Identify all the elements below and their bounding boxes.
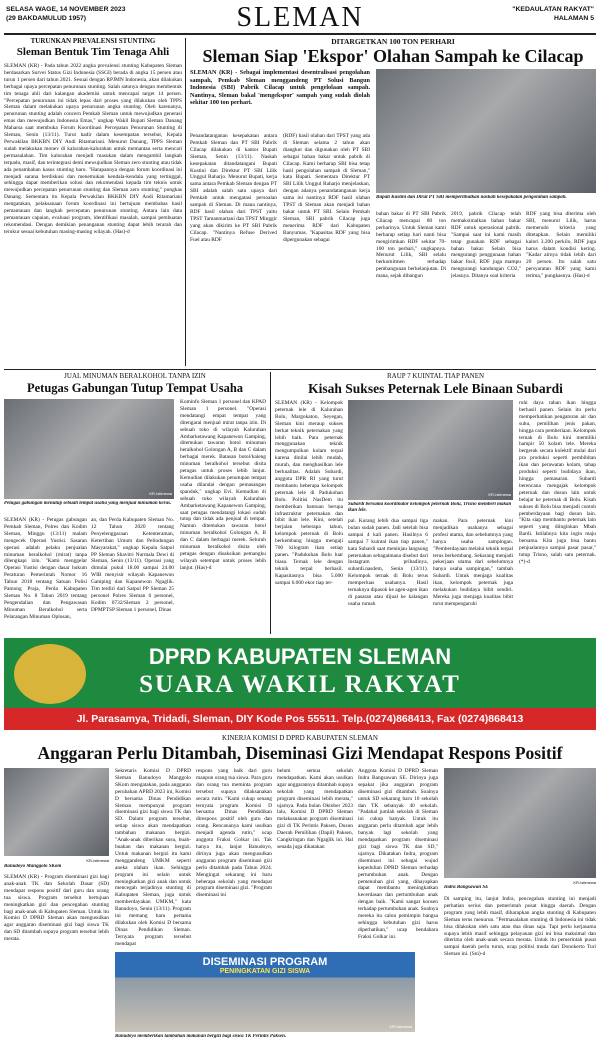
photo-credit: KR-Istimewa (149, 491, 172, 496)
section-rule (4, 369, 596, 370)
article-col: SLEMAN (KR) - Petugas gabungan Pemkab Sleman, Polres dan Kodim Sleman, Minggu (13/11) malam mengecek Operasi Yustisi. Sasaran operasi adalah pelaku penjualan minuman beralkohol (mirat) tanpa dilengkapi izin. "Kami menggelar Operasi Yustisi dengan dasar hukum Peraturan Pemerintah Nomor 16 Tahun 2018 tentang Satuan Polisi Pamong Praja, Perda Kabupaten Sleman No. 8 Tahun 2019 tentang Pengendalian dan Pengawasan Minuman Beralkohol serta Pelarangan Minuman Oplosan, (4, 517, 87, 620)
article-lead: SLEMAN (KR) - Sebagai implementasi desentralisasi pengolahan sampah, Pemkab Sleman menggandeng PT Solusi Bangun Indonesia (SBI) Pabrik Cilacap untuk pengelolaan sampah. Nantinya, Sleman bakal 'mengekspor' sampah yang sudah diolah sekitar 100 ton perhari. (190, 69, 370, 107)
article-col: (RDF) hasil olahan dari TPST yang ada di Sleman selama 2 tahun akan diangkut dan digunakan oleh PT SBI sebagai bahan bakar untuk pabrik di Cilacap. Kami berharap SBI bisa tetap hasil pengolahan sampah di Sleman," kata Bupati. Sementara Direktur PT SBI Lilik Unggul Raharjo menjelaskan, dengan adanya penandatanganan kerja sama ini nantinya RDF hasil olahan TPST di Sleman akan menjadi bahan bakar untuk PT SBI. Selain Pemkab Sleman, SBI pabrik Cilacap juga menerima RDF dari Kabupaten Banyumas. "Kapasitas RDF yang bisa dipergunakan sebagai (283, 133, 370, 243)
photo-banner-title: DISEMINASI PROGRAM (202, 956, 328, 968)
photo-credit: KR-Istimewa (389, 1024, 412, 1029)
article-lele (275, 372, 596, 634)
banner-line1: DPRD KABUPATEN SLEMAN (148, 644, 452, 669)
article-kicker: JUAL MINUMAN BERALKOHOL TANPA IZIN (64, 372, 206, 380)
article-kicker: DITARGETKAN 100 TON PERHARI (331, 37, 455, 46)
photo-fish-farm (348, 400, 513, 500)
article-col: an, dan Perda Kabupaten Sleman No. 12 Tahun 2020 tentang Penyelenggaraan Ketenteraman, Ketertiban Umum dan Pelindungan Masyarakat," ungkap Kepala Satpol PP Sleman Shavitri Nurmala Dewi di Sleman, Senin (13/11). Operasi yang dimulai pukul 18.00 sampai 24.00 WIB menyisir wilayah Kapanewon Gamping dan Kapanewon Ngaglik. Tim terdiri dari Satpol PP Sleman 25 personel Polres Sleman 6 personel, Kodim 0732/Sleman 2 personel, DPMPTSP Sleman 1 personel, Dinas (91, 517, 174, 613)
photo-indra (444, 768, 596, 878)
photo-caption: Indra Bangsawan SE (444, 885, 489, 890)
banner-address: Jl. Parasamya, Tridadi, Sleman, DIY Kode Pos 55511. Telp.(0274)868413, Fax (0274)868413 (76, 713, 524, 725)
article-headline: Sleman Bentuk Tim Tenaga Ahli (16, 46, 170, 58)
article-kicker: KINERJA KOMISI D DPRD KABUPATEN SLEMAN (222, 734, 378, 742)
dprd-banner (4, 638, 596, 730)
article-body: SLEMAN (KR) - Pada tahun 2022 angka prevalensi stunting Kabupaten Sleman berdasarkan Survei Status Gizi Indonesia (SSGI) berada di angka 15 persen atau turun 1 persen dari tahun 2021. Sesuai dengan RPJMN Indonesia, akan dilakukan berbagai upaya percepatan penurunan stunting. Salah satunya dengan membentuk tim tenaga ahli dari kalangan akademisi untuk mencapai target 14 persen. "Percepatan penurunan ini tidak lepas dari proses yang dilakukan oleh TPPS Sleman dalam melakukan upaya penurunan angka stunting. Oleh karenanya, penurunan stunting adalah concern Pemkab Sleman untuk mewujudkan generasi emas dan mewujudkan Indonesia Emas," ungkap Wakil Bupati Sleman Danang Maharsa saat membuka Forum Koordinasi Percepatan Penurunan Stunting di Sleman, Senin (13/11). Turut hadir dalam kesempatan tersebut, Kepala Perwakilan BKKBN DIY Andi Ritamariani. Menurut Danang, TPPS Sleman sudah melakukan monev di kalurahan-kalurahan untuk memantau serta mencari permasalahan. Tim kalurahan menjadi masukan dalam mengambil langkah terpadu, masif, dan terintegrasi demi mewujudkan Sleman zero stunting atau tidak ada penambahan kasus stunting baru. "Harapannya dengan forum koordinasi ini menjadi sarana berdiskusi dan menemukan kendala-kendala yang tertinggal, sehingga dapat memberikan solusi dan rekomendasi kepada tim teknis untuk mewujudkan percepatan penurunan stunting dan Sleman zero stunting," pungkas Danang. Sementara itu Kepala Perwakilan BKKBN DIY Andi Ritamariani mengatakan, pelaksanaan forum koordinasi ini bertujuan membahas hasil pemantauan dan langkah percepatan penurunan stunting. Antara lain data pemantauan capaian, evaluasi program, identifikasi masalah, sampai pembuatan rekomendasi. Dengan demikian penanganan stunting dapat lebih terarah dan terukur sesuai kebutuhan masing-masing wilayah. (Has)-d (4, 63, 182, 235)
article-sampah (190, 37, 596, 367)
article-col: 2019, pabrik Cilacap telah memaksimalkan bahan bakar RDF untuk operasional pabrik. "Sampai saat ini kami masih tetap gunakan RDF sebagai bahan bakar. Selain bisa mengurangi penggunaan bahan bakar fosil, RDF juga mampu mengurangi kandungan CO2," jelasnya. Ditanya soal kriteria (451, 211, 521, 280)
article-col: Di samping itu, lanjut Indra, pencegahan stunting ini menjadi perhatian serius dan pemerintah pusat hingga daerah. Dengan program yang lebih masif, diharapkan angka stunting di Kabupaten Sleman terus menurun. "Permasalahan stunting di Indonesia ini tidak bisa dilakukan oleh satu atau dua dinas saja. Tapi perlu kerjasama supaya lebih masif sehingga pelayanan gizi ini bisa maksimal dan diterima oleh anak-anak secara merata. Untuk itu pemerintah pusat sampai daerah perlu turun, ucap politisi muda dari Donokerto Turi Sleman ini. (Sni)-d (444, 896, 596, 958)
photo-credit: KR-Istimewa (573, 880, 596, 885)
article-col: SLEMAN (KR) - Kelompok peternak lele di Kalurahan Bolu, Margokaton, Seyegan, Sleman kini meraup sukses berkat teknik peternakan yang lebih baik. Para peternak menggunakan teknik mengumpulkan kolam terpal karena dinilai lebih mudah, murah, dan menghasilkan lele berkualitas. Adalah Subardi, anggota DPR RI yang turut membantu beberapa kelompok peternak lele di Padukuhan Bolu. Politisi NasDem itu memberikan bantuan berupa infrastruktur peternakan dan bibit ikan lele. Kini, setelah berjalan beberapa tahun, kelompok peternak di Bolu berkembang hingga mengaji 700 kilogram ikan setiap panen. "Padukuhan Bolu luar biasa. Ternak lele dengan teknik terpal berhasil. Kapasitasnya bisa 5.000 sampai 6.000 ekor tiap ter- (275, 400, 343, 586)
rubric-name: "KEDAULATAN RAKYAT" (512, 6, 594, 13)
article-col: ruhi daya tahan ikan hingga berhasil panen. Selain itu perlu memperhatikan pengaturan air dan suhu, pemilihan jenis pakan, hingga cara pemberiaan. Kelompok ternak di Bolu kini memiliki hampir 50 kolam lele. Mereka bergerak secara kolektif mulai dari pra produksi seperti pembibitan ikan dan perawatan kolam, tahap produksi seperti budidaya ikan, hingga pemasaran. Subardi berencana mengajak kelompok peternak dan dusun lain untuk belajar ke peternak di Bolu. Kisah sukses di Bolu bisa menjadi contoh pemberdayaan bagi dusun lain. "Kita siap membantu peternak lain seperti yang diinginkan Mbah Bardi. Istilahnya kita ingin maju bersama. Kita juga bisa bantu penjualannya sampai pasar pasar," tutup Trisno, salah satu peternak. (*)-d (519, 400, 596, 565)
photo-caption: Bupati Kustini dan Dirut PT SBI memperlihatkan naskah kesepakatan pengolahan sampah. (376, 195, 567, 200)
banner-address-bar (4, 708, 596, 730)
article-col: bahan bakar di PT SBI Pabrik Cilacap mencapai 80 ton perharinya. Untuk Sleman kami berharap setiap hari nanti bisa mengirimkan RDF sekitar 70-100 ton perhari," ungkapnya. Menurut Lilik, SBI selalu berkomitmen terhadap pembangunan berkelanjutan. Di mana, sejak dibangun (376, 211, 446, 280)
hijri-date: (29 BAKDAMULUD 1957) (6, 15, 87, 22)
article-headline: Anggaran Perlu Ditambah, Diseminasi Gizi Mendapat Respons Positif (37, 743, 563, 763)
article-miras (4, 372, 266, 634)
photo-signing (376, 69, 596, 193)
article-col: pal. Kurang lebih dua sampai tiga bulan sudah panen. Jadi setelah bisa sampai 4 kali panen. Hasilnya 6 sampai 7 kuintal ikan tiap panen," kata Subardi saat meninjau langsung peternakan sebagaimana disebut dari Instagram pribadinya, subardi.nasdem, Senin (13/11). Kelompok ternak di Bolu terus memperluas usahanya. Hasil ternaknya dipasok ke agen-agen ikan di pasaran atau dijual ke kalangan usaha rumah (348, 518, 428, 607)
article-col: Sekretaris Komisi D DPRD Sleman Banudoyo Manggolo SKom mengatakan, pada anggaran perubahan APBD 2023 ini, Komisi D bersama Dinas Pendidikan Sleman mempunyai program diseminasi gizi bagi siswa TK dan SD. Dalam program tersebut, setiap siswa akan mendapatkan tambahan makanan bergizi. "Anak-anak diberikan susu, buah-buahan dan makanan bergizi. Untuk makanan bergizi itu kami menggandeng UMKM seperti aneka olahan ikan. Sehingga program ini selain untuk meningkatkan gizi anak dan untuk mencegah terjadinya stunting di Kabupaten Sleman, juga untuk memberdayakan UMKM," kata Banudoyo, Senin (13/11). Program ini memang baru pertama dilakukan oleh Komisi D bersama Dinas Pendidikan Sleman. Ternyata program tersebut mendapat (115, 768, 191, 947)
article-col: Kominfo Sleman 1 personel dan KPAD Sleman 1 personel. "Operasi mendatangi empat tempat yang ditengarai menjual mirat tanpa izin. Di sebuah toko di wilayah Kalurahan Ambarketawang Kapanewon Gamping, ditemukan tawaran botol minuman beralkohol Golongan A, B dan C dalam berbagai merek. Batasan botol/kaleng minuman beralkohol tersebut disita petugas untuk proses lebih lanjut. Kemudian dilakukan penutupan tempat usaha dilandai dengan pemasangan spanduk," ungkap Evi. Kemudian di sebuah toko wilayah Kalurahan Ambarketawang Kapanewon Gamping, saat petugas mendatangi lokasi sudah tutup dan tidak ada penjual di tempat. Namun ditemukan tawaran botol minuman beralkohol Golongan A, B dan C dalam berbagai merek. Seluruh minuman beralkohol disita oleh petugas dengan disaksikan pemangku wilayah setempat untuk proses lebih lanjut. (Has)-d (180, 399, 266, 571)
photo-caption: Banudoyo Manggolo SKom (4, 864, 62, 869)
article-kicker: TURUNKAN PREVALENSI STUNTING (30, 37, 156, 45)
article-col: respons yang baik dari guru maupun orang tua siswa. Para guru dan orang tua meminta program tersebut supaya dilaksanakan secara rutin. "Kami cukup senang ternyata program Komisi D bersama Dinas Pendidikan direspons positif oleh guru dan orang. Rencananya kami usulkan menjadi agenda rutin," ucap anggota Fraksi Golkar ini. Tak hanya itu, lanjut Banudoyo, dirinya juga akan mengusulkan anggaran program diseminasi gizi perlu ditambah pada Tahun 2024. Mengingat sekarang ini baru beberapa sekolah yang mendapat program diseminasi gizi. "Program diseminasi ini (196, 768, 272, 899)
article-headline: Petugas Gabungan Tutup Tempat Usaha (26, 381, 244, 395)
article-col: belum semua sekolah mendapatkan. Kami akan usulkan agar anggarannya ditambah supaya sekolah yang mendapatkan program diseminasi lebih merata," ujarnya. Pada bulan Oktober 2023 lalu, Komisi D DPRD Sleman melaksanakan program diseminasi gizi di TK Perintis Paksen, Dusun Daerah Pemilihan (Dapil) Paksen, Cangkringan dan Ngaglik ini. Hal senada juga dikatakan (277, 768, 353, 850)
article-gizi (4, 734, 596, 1046)
photo-credit: KR-Istimewa (86, 858, 109, 863)
article-col: Penandatanganan kesepakatan antara Pemkab Sleman dan PT SBI Pabrik Cilacap dilakukan di kantor Bupati Sleman, Senin (13/11). Naskah kesepakatan ditandatangani Bupati Kustini dan Direktur PT SBI Lilik Unggul Raharjo. Menurut Bupati, kerja sama antara Pemkab Sleman dengan PT SBI adalah salah satu upaya dari Pemkab untuk mengatasi persoalan sampah di Sleman. Di mana nantinya, RDF hasil olahan dari TPST yaitu TPST Tamanmartani dan TPST Minggir yang akan dikirim ke PT SBI Pabrik Cilacap. "Nantinya Refuse Derived Fuel atau RDF (190, 133, 277, 243)
photo-banner-subtitle: PENINGKATAN GIZI SISWA (219, 968, 311, 975)
page-number: HALAMAN 5 (553, 15, 594, 22)
article-headline: Kisah Sukses Peternak Lele Binaan Subardi (308, 381, 563, 396)
photo-caption: Subardi bersama koordinator kelompok peternak Bolu, Trisno memberi makan ikan lele. (348, 502, 512, 513)
article-stunting (4, 37, 182, 367)
photo-caption: Petugas gabungan menutup sebuah tempat usaha yang menjual minuman keras. (4, 501, 172, 506)
banner-line2: SUARA WAKIL RAKYAT (139, 671, 461, 698)
photo-diseminasi (115, 952, 415, 1032)
photo-credit: KR-Istimewa (488, 492, 511, 497)
section-title: SLEMAN (236, 2, 364, 33)
photo-raid (4, 399, 174, 499)
photo-banudoyo (4, 768, 109, 856)
issue-date: SELASA WAGE, 14 NOVEMBER 2023 (6, 6, 126, 13)
article-col: Anggota Komisi D DPRD Sleman Indra Bangsawan SE. Dirinya juga sepakat jika anggaran program diseminasi gizi ditambah. Soalnya untuk SD sekarang baru 10 sekolah dan TK sebanyak 40 sekolah. "Padahal jumlah sekolah di Sleman ini cukup banyak. Untuk itu anggaran perlu ditambah agar lebih banyak lagi sekolah yang mendapatkan program diseminasi gizi bagi siswa TK dan SD," ujarnya. Dikatakan Indra, program diseminasi ini sebagai wujud kepedulian DPRD Sleman terhadap pertumbuhan anak. Dengan pemenuhan gizi yang, dihayapkan dapat membantu meningkatkan kecerdasan dan pertumbuhan anak dengan baik. "Kami sangat konsen terhadap pertumbuhan anak. Soalnya mereka itu calon pemimpin bangsa sehingga kebutuhan gizi harus diperhatikan," ucap bendahara Fraksi Golkar ini. (358, 768, 438, 940)
article-col: makan. Para peternak kini menjadikan usahanya sebagai profesi utama, dan sebelumnya yang hanya usaha sampingan. "Pemberdayaan melalui teknik terpal terus berkembang. Sekarang menjadi pekerjaan utama dari sebelumnya hanya usaha sampingan," tambah Subardi. Untuk menjaga kualitas ikan, kelompok peternak juga melakukan budidaya bibit sendiri. Mereka juga menjaga kualitas bibit turut mempengaruhi (433, 518, 513, 607)
article-headline: Sleman Siap 'Ekspor' Olahan Sampah ke Cilacap (202, 46, 584, 66)
masthead-rule (4, 33, 596, 35)
photo-caption: Banudoyo memberikan tambahan makanan bergizi bagi siswa TK Perintis Paksen. (115, 1034, 287, 1039)
column-divider (185, 38, 186, 366)
article-col: RDF yang bisa diterima oleh SBI, menurut Lilik, harus memenuhi kriteria yang ditetapkan. Selain memiliki kalori 3.200 perkilo, RDF juga harus dalam kondisi kering. "Kadar airnya tidak lebih dari 20 persen. Itu salah satu persyaratan RDF yang kami terima," pungkasnya. (Has)-d (526, 211, 596, 280)
article-kicker: RAUP 7 KUINTAL TIAP PANEN (386, 372, 485, 380)
column-divider (270, 372, 271, 634)
article-col: SLEMAN (KR) - Program diseminasi gizi bagi anak-anak TK dan Sekolah Dasar (SD) mendapat respons positif dari guru dan orang tua siswa. Program tersebut bertujuan meningkatkan gizi dan pencegahan stunting bagi anak-anak di Kabupaten Sleman. Untuk itu Komisi D DPRD Sleman akan mengusulkan agar anggaran diseminasi gizi bagi siswa TK dan SD ditambah supaya program tersebut lebih merata. (4, 874, 109, 943)
